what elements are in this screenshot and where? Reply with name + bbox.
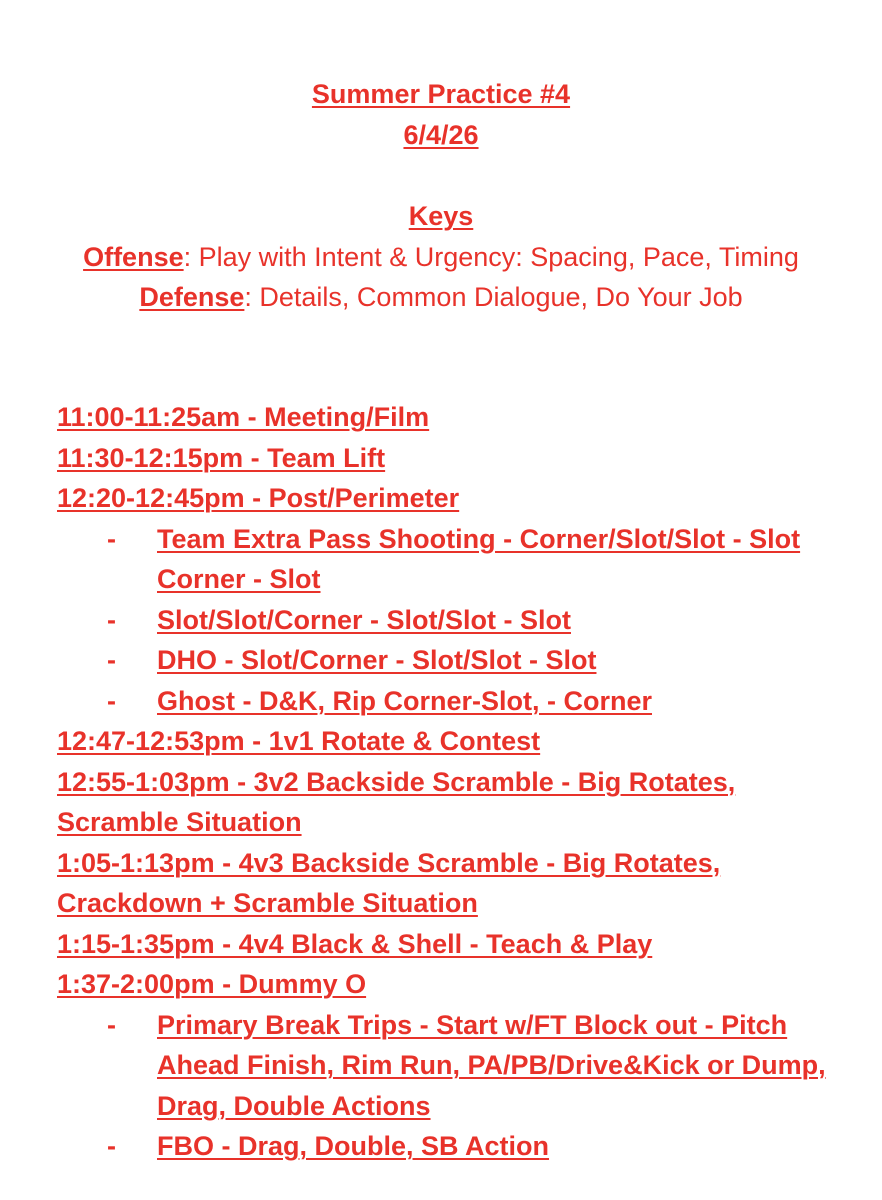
sub-item-text: DHO - Slot/Corner - Slot/Slot - Slot	[157, 645, 597, 675]
schedule-block-title: 1:05-1:13pm - 4v3 Backside Scramble - Big Rotates, Crackdown + Scramble Situation	[57, 847, 721, 918]
bullet-dash: -	[107, 1009, 116, 1040]
sub-item-text: Ghost - D&K, Rip Corner-Slot, - Corner	[157, 685, 652, 716]
offense-label: Offense	[83, 241, 184, 272]
schedule-sub-item	[57, 600, 847, 641]
schedule-block-title: 11:00-11:25am - Meeting/Film	[57, 402, 430, 432]
defense-text: : Details, Common Dialogue, Do Your Job	[244, 282, 743, 312]
schedule-sub-item	[57, 681, 847, 722]
practice-date: 6/4/26	[403, 119, 479, 150]
defense-label: Defense	[139, 282, 245, 312]
schedule-block-title: 12:20-12:45pm - Post/Perimeter	[57, 483, 460, 513]
offense-key	[61, 237, 821, 278]
keys-section	[0, 196, 882, 318]
keys-heading: Keys	[408, 201, 474, 231]
bullet-dash: -	[107, 645, 116, 675]
title-block	[0, 74, 882, 155]
bullet-dash: -	[107, 1131, 116, 1161]
bullet-dash: -	[107, 685, 116, 716]
schedule-sub-item	[57, 640, 847, 681]
sub-item-text: Slot/Slot/Corner - Slot/Slot - Slot	[157, 604, 571, 635]
schedule-block-title: 1:15-1:35pm - 4v4 Black & Shell - Teach & Play	[57, 928, 653, 959]
defense-key	[61, 277, 821, 318]
schedule-block-title: 12:47-12:53pm - 1v1 Rotate & Contest	[57, 726, 541, 756]
schedule-block-title: 11:30-12:15pm - Team Lift	[57, 442, 386, 473]
page-title: Summer Practice #4	[311, 79, 571, 109]
schedule-sub-item	[57, 519, 847, 600]
sub-item-text: Primary Break Trips - Start w/FT Block out - Pitch Ahead Finish, Rim Run, PA/PB/Drive&Kick or Dump, Drag, Double Actions	[157, 1009, 826, 1121]
bullet-dash: -	[107, 604, 116, 635]
schedule-sub-item	[57, 1005, 847, 1127]
schedule-block-title: 12:55-1:03pm - 3v2 Backside Scramble - Big Rotates, Scramble Situation	[57, 766, 736, 837]
offense-text: : Play with Intent & Urgency: Spacing, Pace, Timing	[183, 241, 799, 272]
sub-item-text: FBO - Drag, Double, SB Action	[157, 1131, 550, 1161]
practice-schedule	[57, 397, 847, 1167]
sub-item-text: Team Extra Pass Shooting - Corner/Slot/Slot - Slot Corner - Slot	[157, 523, 801, 594]
schedule-block-title: 1:37-2:00pm - Dummy O	[57, 969, 367, 999]
bullet-dash: -	[107, 523, 116, 554]
schedule-sub-item	[57, 1126, 847, 1167]
